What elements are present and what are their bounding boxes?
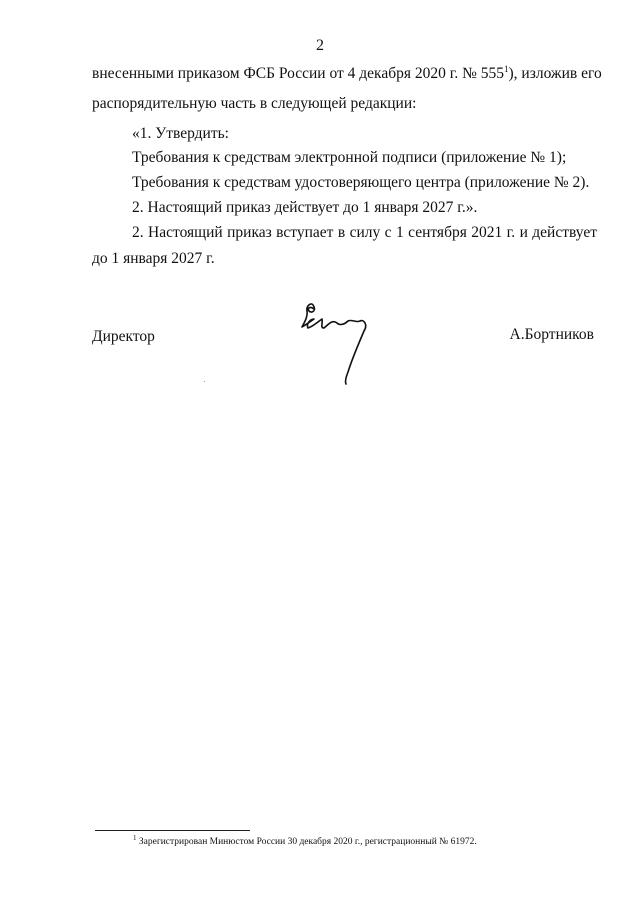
item-1-heading: «1. Утвердить:: [132, 125, 229, 142]
amendment-text: внесенными приказом ФСБ России от 4 декабря 2020 г. № 555: [92, 65, 504, 82]
paragraph-line: [92, 64, 602, 84]
final-clause-line-1: 2. Настоящий приказ вступает в силу с 1 сентября 2021 г. и действует: [132, 224, 597, 241]
footnote-text: Зарегистрирован Минюстом России 30 декабря 2020 г., регистрационный № 61972.: [138, 837, 477, 847]
footnote-marker: 1: [133, 834, 137, 842]
paragraph-line-2: распорядительную часть в следующей редакции:: [92, 95, 417, 112]
final-clause-line-2: до 1 января 2027 г.: [92, 250, 215, 267]
footnote-reference[interactable]: 1: [504, 64, 509, 74]
signatory-name: А.Бортников: [509, 326, 594, 343]
footnote-separator: [95, 830, 250, 831]
footnote: [133, 834, 477, 847]
scan-speck: [204, 381, 205, 382]
item-2-validity: 2. Настоящий приказ действует до 1 января 2027 г.».: [132, 199, 478, 216]
signatory-title: Директор: [92, 328, 155, 345]
requirement-certification-center: Требования к средствам удостоверяющего центра (приложение № 2).: [132, 174, 590, 191]
page-number: 2: [316, 37, 324, 54]
amendment-text-end: ), изложив его: [508, 65, 602, 82]
handwritten-signature: [290, 297, 380, 392]
requirement-electronic-signature: Требования к средствам электронной подписи (приложение № 1);: [132, 149, 567, 166]
